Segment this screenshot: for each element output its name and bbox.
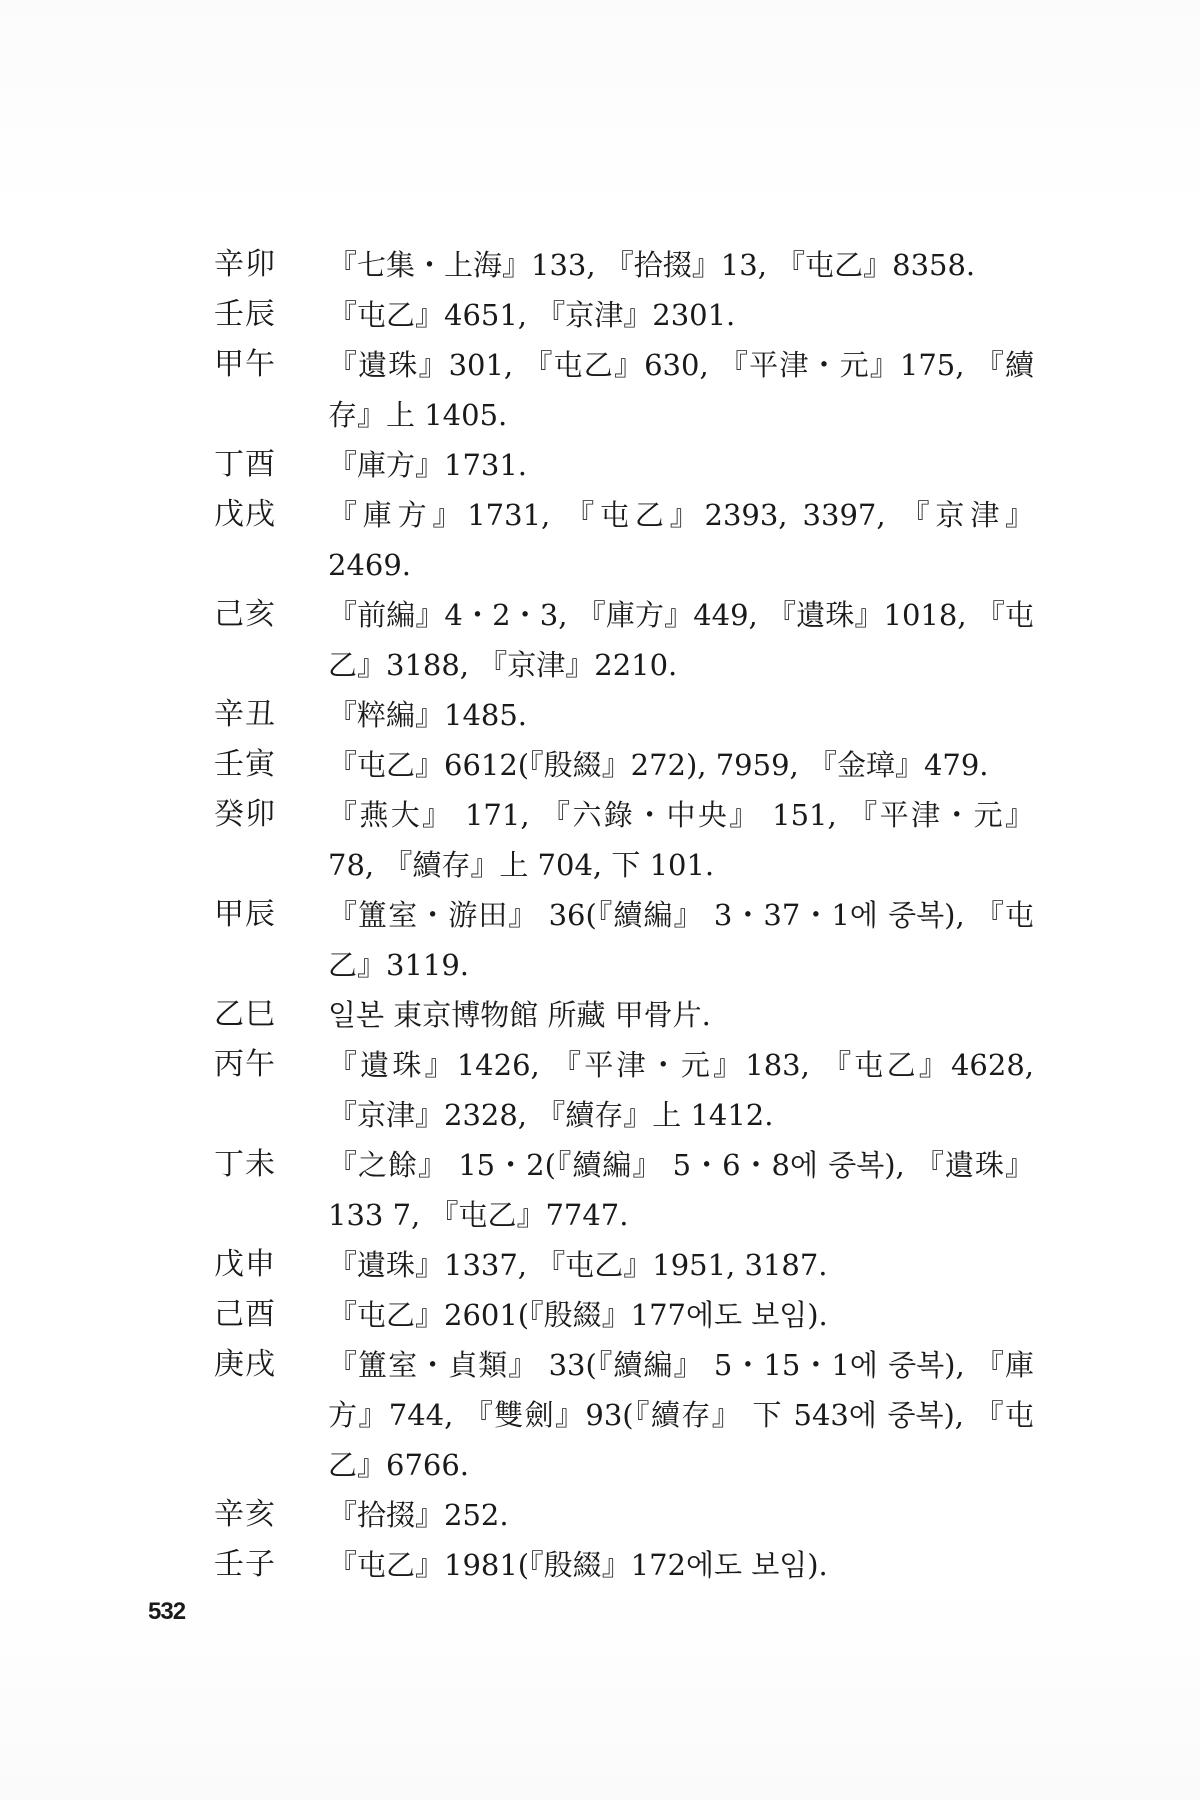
- entry-row: [214, 290, 1034, 340]
- entry-row: [214, 490, 1034, 590]
- entry-references: 『之餘』 15・2(『續編』 5・6・8에 중복), 『遺珠』133 7, 『屯乙』7747.: [328, 1148, 1034, 1232]
- entry-day: 戊戌: [214, 497, 276, 532]
- entry-references: 『屯乙』1981(『殷綴』172에도 보임).: [328, 1548, 828, 1582]
- entry-day: 丁未: [214, 1147, 276, 1182]
- entry-references: 『遺珠』1426, 『平津・元』183, 『屯乙』4628, 『京津』2328, 『續存』上 1412.: [328, 1048, 1034, 1132]
- entry-day: 己酉: [214, 1297, 276, 1332]
- entry-references: 『簠室・游田』 36(『續編』 3・37・1에 중복), 『屯乙』3119.: [328, 898, 1034, 982]
- entry-references: 일본 東京博物館 所藏 甲骨片.: [328, 998, 711, 1032]
- entry-day: 辛卯: [214, 247, 276, 282]
- entry-day: 壬寅: [214, 747, 276, 782]
- entry-references: 『簠室・貞類』 33(『續編』 5・15・1에 중복), 『庫方』744, 『雙劍』93(『續存』 下 543에 중복), 『屯乙』6766.: [328, 1348, 1034, 1482]
- entry-day: 癸卯: [214, 797, 276, 832]
- entry-row: [214, 240, 1034, 290]
- entry-row: [214, 1540, 1034, 1590]
- entry-references: 『屯乙』4651, 『京津』2301.: [328, 298, 736, 332]
- entry-references: 『屯乙』2601(『殷綴』177에도 보임).: [328, 1298, 828, 1332]
- entry-row: [214, 1040, 1034, 1140]
- entry-row: [214, 340, 1034, 440]
- entry-references: 『遺珠』301, 『屯乙』630, 『平津・元』175, 『續存』上 1405.: [328, 348, 1034, 432]
- entry-references: 『遺珠』1337, 『屯乙』1951, 3187.: [328, 1248, 828, 1282]
- entry-day: 壬辰: [214, 297, 276, 332]
- entry-day: 己亥: [214, 597, 276, 632]
- entry-row: [214, 740, 1034, 790]
- entry-day: 壬子: [214, 1547, 276, 1582]
- entry-row: [214, 1340, 1034, 1490]
- entry-day: 辛丑: [214, 697, 276, 732]
- entry-row: [214, 990, 1034, 1040]
- entry-day: 戊申: [214, 1247, 276, 1282]
- entry-day: 丁酉: [214, 447, 276, 482]
- entry-references: 『七集・上海』133, 『拾掇』13, 『屯乙』8358.: [328, 248, 976, 282]
- entry-references: 『前編』4・2・3, 『庫方』449, 『遺珠』1018, 『屯乙』3188, 『京津』2210.: [328, 598, 1034, 682]
- entry-row: [214, 1290, 1034, 1340]
- entry-references: 『拾掇』252.: [328, 1498, 509, 1532]
- entry-row: [214, 1240, 1034, 1290]
- entry-references: 『燕大』 171, 『六錄・中央』 151, 『平津・元』 78, 『續存』上 704, 下 101.: [328, 798, 1034, 882]
- entry-row: [214, 440, 1034, 490]
- page-number: 532: [148, 1598, 186, 1625]
- entry-row: [214, 590, 1034, 690]
- entry-references: 『粹編』1485.: [328, 698, 528, 732]
- entry-row: [214, 790, 1034, 890]
- entry-references: 『屯乙』6612(『殷綴』272), 7959, 『金璋』479.: [328, 748, 989, 782]
- entry-day: 庚戌: [214, 1347, 276, 1382]
- entry-day: 甲辰: [214, 897, 276, 932]
- entry-row: [214, 1140, 1034, 1240]
- entry-row: [214, 690, 1034, 740]
- entry-list: [214, 240, 1034, 1590]
- entry-day: 丙午: [214, 1047, 276, 1082]
- entry-day: 甲午: [214, 347, 276, 382]
- entry-references: 『庫方』1731.: [328, 448, 528, 482]
- entry-row: [214, 890, 1034, 990]
- entry-day: 乙巳: [214, 997, 276, 1032]
- entry-references: 『庫方』1731, 『屯乙』2393, 3397, 『京津』2469.: [328, 498, 1034, 582]
- entry-day: 辛亥: [214, 1497, 276, 1532]
- entry-row: [214, 1490, 1034, 1540]
